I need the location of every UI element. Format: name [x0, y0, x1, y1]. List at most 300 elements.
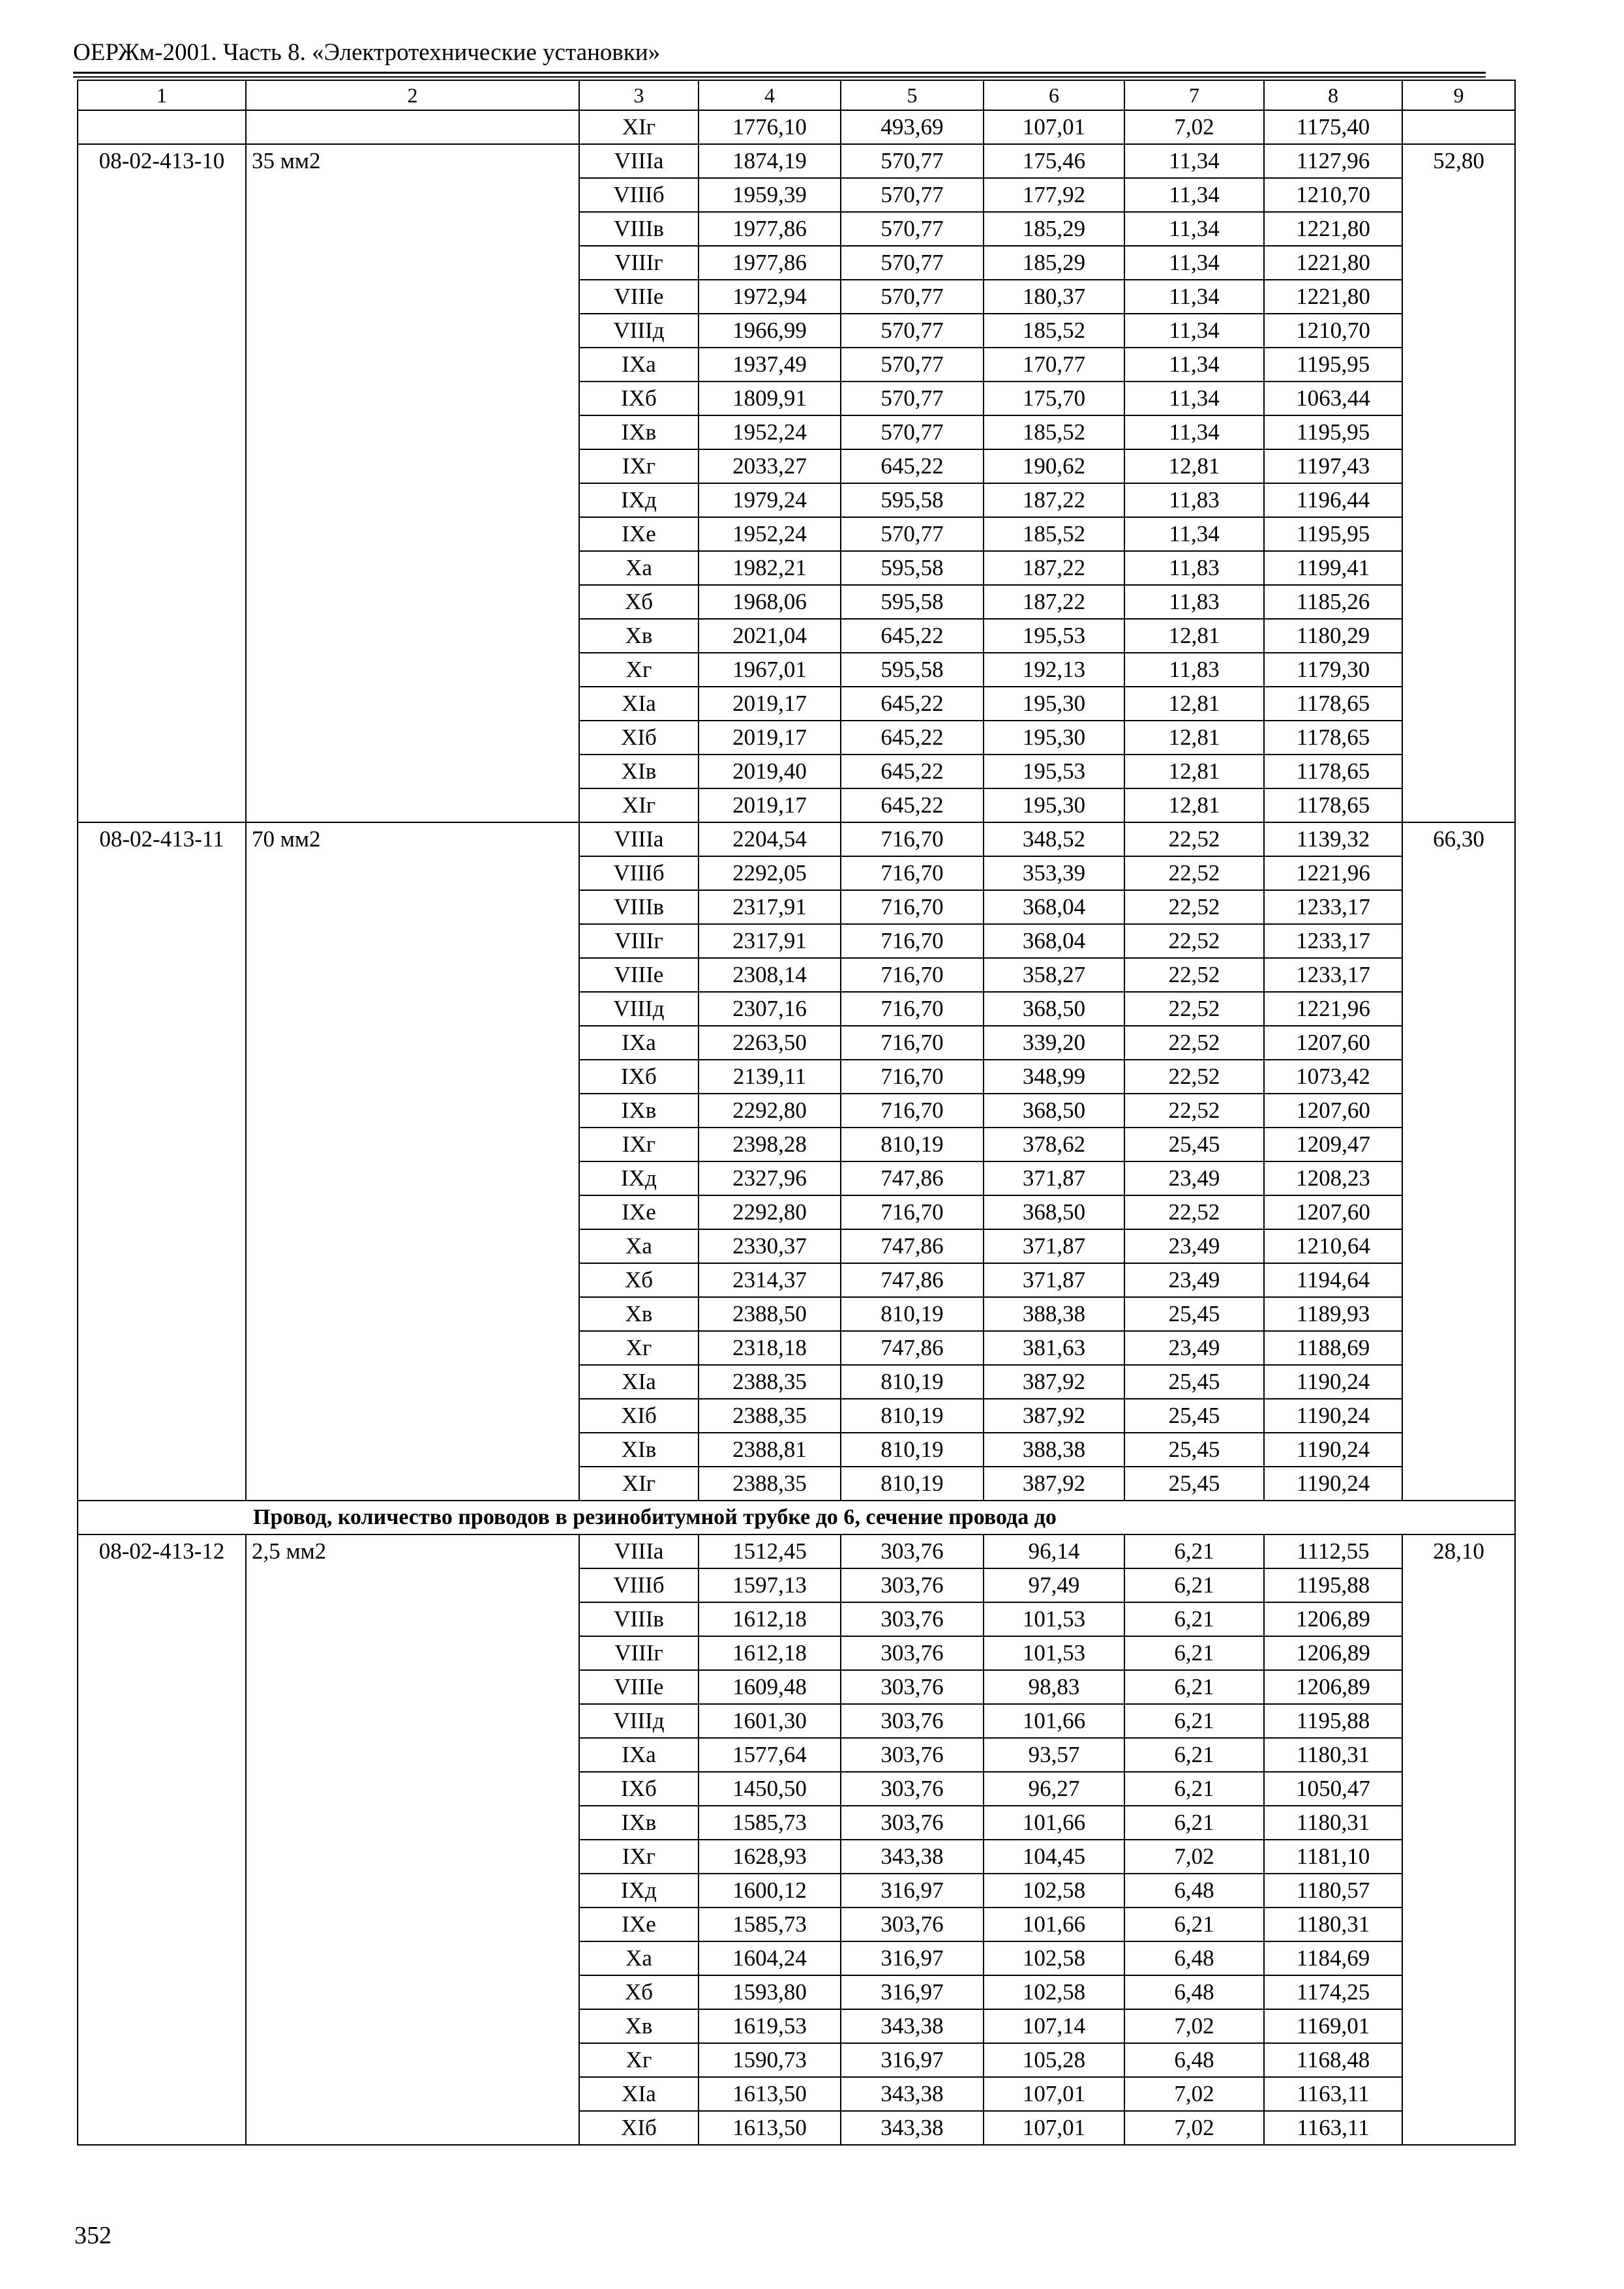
machine-cost-cell: 358,27: [984, 958, 1124, 992]
machine-cost-cell: 192,13: [984, 653, 1124, 687]
machine-cost-cell: 348,99: [984, 1060, 1124, 1094]
labor-cost-cell: 716,70: [841, 822, 984, 856]
labor-cost-cell: 570,77: [841, 144, 984, 178]
total-cost-cell: 1959,39: [699, 178, 841, 212]
operator-wage-cell: 25,45: [1124, 1467, 1264, 1501]
total-cost-cell: 1585,73: [699, 1806, 841, 1840]
materials-cost-cell: 1178,65: [1264, 687, 1402, 721]
machine-cost-cell: 96,27: [984, 1772, 1124, 1806]
materials-cost-cell: 1073,42: [1264, 1060, 1402, 1094]
labor-cost-cell: 747,86: [841, 1161, 984, 1195]
operator-wage-cell: 22,52: [1124, 856, 1264, 890]
zone-cell: VIIIг: [579, 1636, 699, 1670]
materials-cost-cell: 1180,29: [1264, 619, 1402, 653]
labor-cost-cell: 570,77: [841, 178, 984, 212]
machine-cost-cell: 185,52: [984, 415, 1124, 449]
total-cost-cell: 1600,12: [699, 1874, 841, 1908]
materials-cost-cell: 1180,57: [1264, 1874, 1402, 1908]
total-cost-cell: 1512,45: [699, 1534, 841, 1568]
total-cost-cell: 2019,17: [699, 788, 841, 822]
total-cost-cell: 2388,35: [699, 1467, 841, 1501]
wire-size-cell: 70 мм2: [246, 822, 579, 1501]
labor-cost-cell: 303,76: [841, 1704, 984, 1738]
labor-cost-cell: 316,97: [841, 1975, 984, 2009]
machine-cost-cell: 185,29: [984, 212, 1124, 246]
labor-cost-cell: 303,76: [841, 1670, 984, 1704]
operator-wage-cell: 6,21: [1124, 1534, 1264, 1568]
operator-wage-cell: 22,52: [1124, 924, 1264, 958]
operator-wage-cell: 6,21: [1124, 1908, 1264, 1941]
materials-cost-cell: 1180,31: [1264, 1738, 1402, 1772]
materials-cost-cell: 1197,43: [1264, 449, 1402, 483]
machine-cost-cell: 371,87: [984, 1263, 1124, 1297]
total-cost-cell: 2019,40: [699, 755, 841, 788]
materials-cost-cell: 1050,47: [1264, 1772, 1402, 1806]
zone-cell: Xв: [579, 619, 699, 653]
operator-wage-cell: 12,81: [1124, 619, 1264, 653]
operator-wage-cell: 23,49: [1124, 1229, 1264, 1263]
labor-cost-cell: 570,77: [841, 348, 984, 382]
machine-cost-cell: 102,58: [984, 1874, 1124, 1908]
machine-cost-cell: 371,87: [984, 1229, 1124, 1263]
machine-cost-cell: 102,58: [984, 1941, 1124, 1975]
labor-cost-cell: 570,77: [841, 415, 984, 449]
labor-hours-cell: 52,80: [1402, 144, 1515, 822]
operator-wage-cell: 22,52: [1124, 958, 1264, 992]
zone-cell: Xа: [579, 1229, 699, 1263]
rate-code-cell: [78, 110, 246, 144]
zone-cell: VIIIе: [579, 1670, 699, 1704]
zone-cell: IXб: [579, 1772, 699, 1806]
machine-cost-cell: 387,92: [984, 1467, 1124, 1501]
rate-code-cell: 08-02-413-11: [78, 822, 246, 1501]
labor-cost-cell: 716,70: [841, 1094, 984, 1128]
labor-hours-cell: 28,10: [1402, 1534, 1515, 2145]
operator-wage-cell: 11,34: [1124, 212, 1264, 246]
materials-cost-cell: 1206,89: [1264, 1670, 1402, 1704]
machine-cost-cell: 107,01: [984, 2077, 1124, 2111]
operator-wage-cell: 11,83: [1124, 653, 1264, 687]
materials-cost-cell: 1199,41: [1264, 551, 1402, 585]
zone-cell: Xг: [579, 2043, 699, 2077]
materials-cost-cell: 1208,23: [1264, 1161, 1402, 1195]
zone-cell: XIа: [579, 1365, 699, 1399]
total-cost-cell: 1977,86: [699, 212, 841, 246]
operator-wage-cell: 11,34: [1124, 382, 1264, 415]
zone-cell: Xг: [579, 653, 699, 687]
total-cost-cell: 2388,81: [699, 1433, 841, 1467]
machine-cost-cell: 101,66: [984, 1908, 1124, 1941]
operator-wage-cell: 12,81: [1124, 721, 1264, 755]
operator-wage-cell: 11,34: [1124, 517, 1264, 551]
labor-cost-cell: 303,76: [841, 1738, 984, 1772]
materials-cost-cell: 1221,80: [1264, 280, 1402, 314]
column-number: 2: [246, 80, 579, 110]
labor-cost-cell: 303,76: [841, 1568, 984, 1602]
column-number-row: [78, 80, 1515, 110]
operator-wage-cell: 11,34: [1124, 246, 1264, 280]
operator-wage-cell: 6,21: [1124, 1568, 1264, 1602]
column-number: 6: [984, 80, 1124, 110]
zone-cell: IXг: [579, 449, 699, 483]
materials-cost-cell: 1179,30: [1264, 653, 1402, 687]
materials-cost-cell: 1210,70: [1264, 178, 1402, 212]
labor-hours-cell: 66,30: [1402, 822, 1515, 1501]
column-number: 1: [78, 80, 246, 110]
total-cost-cell: 1612,18: [699, 1602, 841, 1636]
machine-cost-cell: 97,49: [984, 1568, 1124, 1602]
labor-cost-cell: 645,22: [841, 687, 984, 721]
total-cost-cell: 1612,18: [699, 1636, 841, 1670]
materials-cost-cell: 1221,96: [1264, 856, 1402, 890]
zone-cell: XIг: [579, 1467, 699, 1501]
operator-wage-cell: 6,21: [1124, 1704, 1264, 1738]
zone-cell: IXб: [579, 382, 699, 415]
zone-cell: VIIIг: [579, 246, 699, 280]
materials-cost-cell: 1112,55: [1264, 1534, 1402, 1568]
operator-wage-cell: 25,45: [1124, 1433, 1264, 1467]
machine-cost-cell: 187,22: [984, 483, 1124, 517]
zone-cell: IXа: [579, 1026, 699, 1060]
zone-cell: XIб: [579, 1399, 699, 1433]
zone-cell: Xа: [579, 1941, 699, 1975]
labor-cost-cell: 747,86: [841, 1331, 984, 1365]
operator-wage-cell: 6,21: [1124, 1670, 1264, 1704]
labor-cost-cell: 716,70: [841, 958, 984, 992]
rate-code-cell: 08-02-413-12: [78, 1534, 246, 2145]
zone-cell: IXд: [579, 1161, 699, 1195]
materials-cost-cell: 1180,31: [1264, 1806, 1402, 1840]
zone-cell: XIб: [579, 2111, 699, 2145]
zone-cell: IXв: [579, 1094, 699, 1128]
zone-cell: IXг: [579, 1840, 699, 1874]
total-cost-cell: 2204,54: [699, 822, 841, 856]
zone-cell: Xг: [579, 1331, 699, 1365]
total-cost-cell: 1809,91: [699, 382, 841, 415]
operator-wage-cell: 12,81: [1124, 687, 1264, 721]
zone-cell: VIIIд: [579, 314, 699, 348]
materials-cost-cell: 1184,69: [1264, 1941, 1402, 1975]
zone-cell: VIIIе: [579, 958, 699, 992]
labor-cost-cell: 595,58: [841, 483, 984, 517]
materials-cost-cell: 1195,88: [1264, 1568, 1402, 1602]
labor-cost-cell: 645,22: [841, 755, 984, 788]
total-cost-cell: 2388,35: [699, 1399, 841, 1433]
materials-cost-cell: 1190,24: [1264, 1399, 1402, 1433]
labor-cost-cell: 716,70: [841, 890, 984, 924]
zone-cell: XIв: [579, 1433, 699, 1467]
operator-wage-cell: 23,49: [1124, 1161, 1264, 1195]
page-number: 352: [74, 2222, 112, 2249]
total-cost-cell: 2292,05: [699, 856, 841, 890]
materials-cost-cell: 1178,65: [1264, 755, 1402, 788]
total-cost-cell: 2388,50: [699, 1297, 841, 1331]
total-cost-cell: 2292,80: [699, 1094, 841, 1128]
total-cost-cell: 2263,50: [699, 1026, 841, 1060]
operator-wage-cell: 11,34: [1124, 178, 1264, 212]
operator-wage-cell: 11,34: [1124, 348, 1264, 382]
header-rule-thin: [73, 76, 1486, 78]
labor-cost-cell: 810,19: [841, 1128, 984, 1161]
machine-cost-cell: 101,53: [984, 1602, 1124, 1636]
machine-cost-cell: 104,45: [984, 1840, 1124, 1874]
materials-cost-cell: 1185,26: [1264, 585, 1402, 619]
labor-cost-cell: 716,70: [841, 924, 984, 958]
operator-wage-cell: 11,34: [1124, 314, 1264, 348]
operator-wage-cell: 23,49: [1124, 1331, 1264, 1365]
total-cost-cell: 2308,14: [699, 958, 841, 992]
zone-cell: IXб: [579, 1060, 699, 1094]
table-row: [78, 144, 1515, 178]
machine-cost-cell: 101,66: [984, 1704, 1124, 1738]
labor-cost-cell: 595,58: [841, 653, 984, 687]
total-cost-cell: 1613,50: [699, 2111, 841, 2145]
machine-cost-cell: 107,14: [984, 2009, 1124, 2043]
operator-wage-cell: 6,21: [1124, 1602, 1264, 1636]
total-cost-cell: 2330,37: [699, 1229, 841, 1263]
labor-cost-cell: 716,70: [841, 856, 984, 890]
labor-cost-cell: 716,70: [841, 1195, 984, 1229]
labor-cost-cell: 645,22: [841, 788, 984, 822]
zone-cell: IXе: [579, 517, 699, 551]
machine-cost-cell: 175,70: [984, 382, 1124, 415]
machine-cost-cell: 185,29: [984, 246, 1124, 280]
labor-cost-cell: 747,86: [841, 1229, 984, 1263]
operator-wage-cell: 6,48: [1124, 1975, 1264, 2009]
machine-cost-cell: 195,53: [984, 619, 1124, 653]
labor-cost-cell: 570,77: [841, 517, 984, 551]
machine-cost-cell: 371,87: [984, 1161, 1124, 1195]
operator-wage-cell: 25,45: [1124, 1399, 1264, 1433]
section-header-row: [78, 1501, 1515, 1534]
zone-cell: XIа: [579, 687, 699, 721]
operator-wage-cell: 11,34: [1124, 144, 1264, 178]
machine-cost-cell: 107,01: [984, 2111, 1124, 2145]
zone-cell: VIIIе: [579, 280, 699, 314]
materials-cost-cell: 1139,32: [1264, 822, 1402, 856]
machine-cost-cell: 378,62: [984, 1128, 1124, 1161]
total-cost-cell: 1968,06: [699, 585, 841, 619]
materials-cost-cell: 1221,80: [1264, 212, 1402, 246]
total-cost-cell: 2019,17: [699, 687, 841, 721]
total-cost-cell: 1937,49: [699, 348, 841, 382]
materials-cost-cell: 1127,96: [1264, 144, 1402, 178]
labor-cost-cell: 343,38: [841, 1840, 984, 1874]
operator-wage-cell: 23,49: [1124, 1263, 1264, 1297]
table-row: [78, 822, 1515, 856]
total-cost-cell: 1979,24: [699, 483, 841, 517]
operator-wage-cell: 22,52: [1124, 1195, 1264, 1229]
total-cost-cell: 2019,17: [699, 721, 841, 755]
materials-cost-cell: 1063,44: [1264, 382, 1402, 415]
zone-cell: Xб: [579, 1263, 699, 1297]
labor-cost-cell: 810,19: [841, 1433, 984, 1467]
materials-cost-cell: 1206,89: [1264, 1602, 1402, 1636]
machine-cost-cell: 185,52: [984, 517, 1124, 551]
zone-cell: VIIIб: [579, 1568, 699, 1602]
machine-cost-cell: 368,50: [984, 1195, 1124, 1229]
labor-hours-cell: [1402, 110, 1515, 144]
materials-cost-cell: 1190,24: [1264, 1433, 1402, 1467]
zone-cell: VIIIб: [579, 178, 699, 212]
total-cost-cell: 1597,13: [699, 1568, 841, 1602]
wire-size-cell: 35 мм2: [246, 144, 579, 822]
machine-cost-cell: 368,50: [984, 1094, 1124, 1128]
labor-cost-cell: 810,19: [841, 1467, 984, 1501]
operator-wage-cell: 6,48: [1124, 2043, 1264, 2077]
column-number: 7: [1124, 80, 1264, 110]
zone-cell: VIIIд: [579, 992, 699, 1026]
materials-cost-cell: 1180,31: [1264, 1908, 1402, 1941]
table-body: [78, 80, 1515, 2145]
labor-cost-cell: 716,70: [841, 1026, 984, 1060]
total-cost-cell: 1450,50: [699, 1772, 841, 1806]
total-cost-cell: 2292,80: [699, 1195, 841, 1229]
labor-cost-cell: 493,69: [841, 110, 984, 144]
total-cost-cell: 2314,37: [699, 1263, 841, 1297]
machine-cost-cell: 187,22: [984, 585, 1124, 619]
labor-cost-cell: 316,97: [841, 1874, 984, 1908]
materials-cost-cell: 1195,95: [1264, 517, 1402, 551]
labor-cost-cell: 303,76: [841, 1534, 984, 1568]
total-cost-cell: 1619,53: [699, 2009, 841, 2043]
zone-cell: IXа: [579, 1738, 699, 1772]
operator-wage-cell: 22,52: [1124, 822, 1264, 856]
total-cost-cell: 1593,80: [699, 1975, 841, 2009]
labor-cost-cell: 595,58: [841, 551, 984, 585]
machine-cost-cell: 187,22: [984, 551, 1124, 585]
machine-cost-cell: 93,57: [984, 1738, 1124, 1772]
total-cost-cell: 2021,04: [699, 619, 841, 653]
machine-cost-cell: 180,37: [984, 280, 1124, 314]
total-cost-cell: 1776,10: [699, 110, 841, 144]
labor-cost-cell: 716,70: [841, 992, 984, 1026]
zone-cell: Xа: [579, 551, 699, 585]
materials-cost-cell: 1209,47: [1264, 1128, 1402, 1161]
zone-cell: IXг: [579, 1128, 699, 1161]
labor-cost-cell: 716,70: [841, 1060, 984, 1094]
zone-cell: VIIIб: [579, 856, 699, 890]
labor-cost-cell: 810,19: [841, 1399, 984, 1433]
operator-wage-cell: 22,52: [1124, 1026, 1264, 1060]
operator-wage-cell: 22,52: [1124, 1094, 1264, 1128]
zone-cell: XIв: [579, 755, 699, 788]
machine-cost-cell: 105,28: [984, 2043, 1124, 2077]
zone-cell: IXв: [579, 1806, 699, 1840]
total-cost-cell: 2317,91: [699, 924, 841, 958]
machine-cost-cell: 107,01: [984, 110, 1124, 144]
machine-cost-cell: 170,77: [984, 348, 1124, 382]
labor-cost-cell: 343,38: [841, 2111, 984, 2145]
labor-cost-cell: 645,22: [841, 721, 984, 755]
materials-cost-cell: 1188,69: [1264, 1331, 1402, 1365]
zone-cell: IXе: [579, 1908, 699, 1941]
machine-cost-cell: 339,20: [984, 1026, 1124, 1060]
machine-cost-cell: 102,58: [984, 1975, 1124, 2009]
materials-cost-cell: 1194,64: [1264, 1263, 1402, 1297]
labor-cost-cell: 645,22: [841, 449, 984, 483]
materials-cost-cell: 1163,11: [1264, 2111, 1402, 2145]
machine-cost-cell: 195,30: [984, 687, 1124, 721]
total-cost-cell: 1952,24: [699, 415, 841, 449]
materials-cost-cell: 1206,89: [1264, 1636, 1402, 1670]
total-cost-cell: 1601,30: [699, 1704, 841, 1738]
total-cost-cell: 2033,27: [699, 449, 841, 483]
materials-cost-cell: 1195,95: [1264, 348, 1402, 382]
operator-wage-cell: 25,45: [1124, 1297, 1264, 1331]
materials-cost-cell: 1221,80: [1264, 246, 1402, 280]
machine-cost-cell: 353,39: [984, 856, 1124, 890]
table-row: [78, 110, 1515, 144]
operator-wage-cell: 6,21: [1124, 1772, 1264, 1806]
machine-cost-cell: 195,30: [984, 721, 1124, 755]
operator-wage-cell: 7,02: [1124, 110, 1264, 144]
materials-cost-cell: 1181,10: [1264, 1840, 1402, 1874]
total-cost-cell: 2139,11: [699, 1060, 841, 1094]
operator-wage-cell: 7,02: [1124, 1840, 1264, 1874]
materials-cost-cell: 1196,44: [1264, 483, 1402, 517]
machine-cost-cell: 381,63: [984, 1331, 1124, 1365]
total-cost-cell: 1966,99: [699, 314, 841, 348]
operator-wage-cell: 6,21: [1124, 1738, 1264, 1772]
zone-cell: IXв: [579, 415, 699, 449]
machine-cost-cell: 177,92: [984, 178, 1124, 212]
materials-cost-cell: 1233,17: [1264, 890, 1402, 924]
zone-cell: XIб: [579, 721, 699, 755]
zone-cell: Xб: [579, 585, 699, 619]
zone-cell: Xб: [579, 1975, 699, 2009]
operator-wage-cell: 12,81: [1124, 755, 1264, 788]
total-cost-cell: 2398,28: [699, 1128, 841, 1161]
labor-cost-cell: 303,76: [841, 1908, 984, 1941]
materials-cost-cell: 1174,25: [1264, 1975, 1402, 2009]
column-number: 3: [579, 80, 699, 110]
total-cost-cell: 1590,73: [699, 2043, 841, 2077]
zone-cell: Xв: [579, 2009, 699, 2043]
column-number: 8: [1264, 80, 1402, 110]
operator-wage-cell: 22,52: [1124, 890, 1264, 924]
materials-cost-cell: 1169,01: [1264, 2009, 1402, 2043]
materials-cost-cell: 1175,40: [1264, 110, 1402, 144]
zone-cell: VIIIв: [579, 890, 699, 924]
operator-wage-cell: 6,21: [1124, 1806, 1264, 1840]
zone-cell: VIIIв: [579, 212, 699, 246]
operator-wage-cell: 6,48: [1124, 1941, 1264, 1975]
zone-cell: IXе: [579, 1195, 699, 1229]
total-cost-cell: 2317,91: [699, 890, 841, 924]
rates-table: [77, 80, 1516, 2146]
machine-cost-cell: 175,46: [984, 144, 1124, 178]
zone-cell: VIIIг: [579, 924, 699, 958]
wire-size-cell: 2,5 мм2: [246, 1534, 579, 2145]
machine-cost-cell: 388,38: [984, 1297, 1124, 1331]
operator-wage-cell: 6,21: [1124, 1636, 1264, 1670]
column-number: 9: [1402, 80, 1515, 110]
machine-cost-cell: 348,52: [984, 822, 1124, 856]
materials-cost-cell: 1178,65: [1264, 788, 1402, 822]
labor-cost-cell: 316,97: [841, 2043, 984, 2077]
operator-wage-cell: 7,02: [1124, 2009, 1264, 2043]
header-rule: [73, 72, 1486, 74]
zone-cell: IXд: [579, 483, 699, 517]
column-number: 4: [699, 80, 841, 110]
total-cost-cell: 2307,16: [699, 992, 841, 1026]
machine-cost-cell: 387,92: [984, 1399, 1124, 1433]
total-cost-cell: 1628,93: [699, 1840, 841, 1874]
machine-cost-cell: 387,92: [984, 1365, 1124, 1399]
total-cost-cell: 1977,86: [699, 246, 841, 280]
labor-cost-cell: 570,77: [841, 212, 984, 246]
